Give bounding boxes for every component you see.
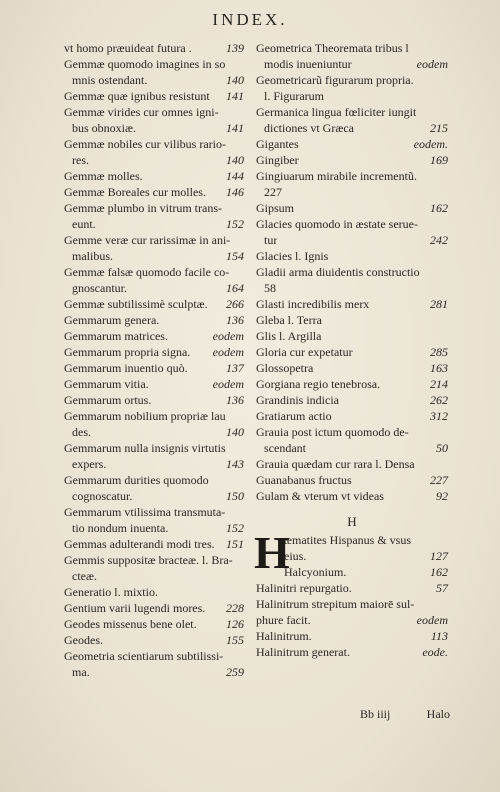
index-entry-line [64,216,244,232]
page-reference: 137 [226,361,244,375]
page-reference: 139 [226,41,244,55]
page-reference: 164 [226,281,244,295]
index-entry-line [64,360,244,376]
entry-text: modis inueniuntur [264,57,352,71]
index-entry-line [256,424,448,440]
index-entry-line [64,200,244,216]
page-reference: 281 [430,297,448,311]
page-reference: 140 [226,73,244,87]
index-entry-line [256,136,448,152]
entry-text: 227 [264,185,282,199]
entry-text: Gemmarum nulla insignis virtutis [64,441,226,455]
catchword: Halo [426,707,450,721]
entry-text: tio nondum inuenta. [72,521,169,535]
index-entry-line [256,596,448,612]
index-entry-line [64,40,244,56]
index-entry-line [64,376,244,392]
index-entry-line [256,328,448,344]
page-reference: 136 [226,313,244,327]
entry-text: des. [72,425,91,439]
index-entry-line [256,344,448,360]
page-reference: 162 [430,565,448,579]
entry-text: Gemmis suppositæ bracteæ. l. Bra- [64,553,233,567]
index-entry-line [256,56,448,72]
entry-text: Glacies l. Ignis [256,249,329,263]
page-reference: 113 [430,629,448,643]
page-reference: 214 [430,377,448,391]
index-entry-line [64,536,244,552]
index-entry-line [64,568,244,584]
page-reference: 141 [226,121,244,135]
page-reference: 227 [430,473,448,487]
index-entry-line [64,184,244,200]
page-reference: 262 [430,393,448,407]
page-reference: 228 [226,601,244,615]
entry-text: Geometricarũ figurarum propria. [256,73,414,87]
entry-text: gnoscantur. [72,281,127,295]
index-entry-line [256,232,448,248]
page-reference: 154 [226,249,244,263]
page-reference: 285 [430,345,448,359]
entry-text: Gemmæ subtilissimè sculptæ. [64,297,208,311]
index-entry-line [64,408,244,424]
index-entry-line [256,612,448,628]
entry-text: Gemmarum durities quomodo [64,473,209,487]
entry-text: Gemmæ Boreales cur molles. [64,185,206,199]
signature-mark: Bb iiij [360,707,391,721]
index-entry-line [64,248,244,264]
entry-text: Gemmarum inuentio quò. [64,361,188,375]
page-reference: eodem [416,57,448,71]
entry-text: Gemmæ falsæ quomodo facile co- [64,265,230,279]
index-entry-line [64,648,244,664]
entry-text: Glasti incredibilis merx [256,297,370,311]
page-reference: 259 [226,665,244,679]
entry-text: Halinitrum strepitum maiorē sul- [256,597,415,611]
index-entry-line [256,408,448,424]
entry-text: Gigantes [256,137,299,151]
index-entry-line [256,88,448,104]
index-entry-line [64,280,244,296]
index-entry-line [64,392,244,408]
index-entry-line [64,520,244,536]
index-entry-line [256,392,448,408]
page-reference: 144 [226,169,244,183]
entry-text: Geodes. [64,633,103,647]
index-entry-line [64,168,244,184]
entry-text: Gemmas adulterandi modi tres. [64,537,215,551]
entry-text: Gingiber [256,153,299,167]
entry-text: cteæ. [72,569,97,583]
entry-text: Gleba l. Terra [256,313,322,327]
page-reference: 163 [430,361,448,375]
page-reference: 162 [430,201,448,215]
index-entry-line [256,360,448,376]
entry-text: expers. [72,457,107,471]
entry-text: Gemmarum vitia. [64,377,149,391]
index-entry-line [256,184,448,200]
index-entry-line [256,644,448,660]
index-entry-line [64,632,244,648]
index-entry-line [256,200,448,216]
index-entry-line [256,488,448,504]
entry-text: Halcyonium. [284,565,347,579]
entry-text: Gentium varii lugendi mores. [64,601,206,615]
page-reference: 136 [226,393,244,407]
left-column [64,40,244,680]
entry-text: Gemmæ virides cur omnes igni- [64,105,219,119]
index-entry-line [64,440,244,456]
entry-text: Gemmarum genera. [64,313,160,327]
entry-text: vt homo præuideat futura . [64,41,192,55]
page-reference: 169 [430,153,448,167]
page-reference: 92 [436,489,448,503]
entry-text: Halinitrum generat. [256,645,350,659]
index-entry-line [256,312,448,328]
entry-text: Generatio l. mixtio. [64,585,158,599]
entry-text: Gemmæ quæ ignibus resistunt [64,89,210,103]
page-reference: 140 [226,425,244,439]
entry-text: Gratiarum actio [256,409,332,423]
page-reference: 312 [430,409,448,423]
index-entry-line [64,488,244,504]
entry-text: Gulam & vterum vt videas [256,489,384,503]
index-entry-line [64,424,244,440]
index-entry-line [64,104,244,120]
index-entry-line [64,312,244,328]
page-reference: 141 [226,89,244,103]
entry-text: Guanabanus fructus [256,473,352,487]
page-reference: 50 [436,441,448,455]
page-reference: 146 [226,185,244,199]
entry-text: mnis ostendant. [72,73,148,87]
page-reference: 266 [226,297,244,311]
entry-text: Geometrica Theoremata tribus l [256,41,409,55]
entry-text: Germanica lingua fœliciter iungit [256,105,417,119]
entry-text: phure facit. [256,613,311,627]
index-entry-line [64,584,244,600]
entry-text: eius. [284,549,307,563]
page-reference: 57 [436,581,448,595]
entry-text: 58 [264,281,276,295]
entry-text: Glossopetra [256,361,314,375]
entry-text: Gemmæ molles. [64,169,143,183]
index-entry-line [64,664,244,680]
index-entry-line [256,168,448,184]
page-reference: eode. [422,645,448,659]
entry-text: eunt. [72,217,96,231]
index-entry-line [64,72,244,88]
page-reference: 126 [226,617,244,631]
entry-text: Gemmarum nobilium propriæ lau [64,409,226,423]
page-reference: 127 [430,549,448,563]
entry-text: Gemmæ plumbo in vitrum trans- [64,201,222,215]
page-reference: 152 [226,521,244,535]
page-reference: 155 [226,633,244,647]
entry-text: Gemme veræ cur rarissimæ in ani- [64,233,231,247]
entry-text: Geometria scientiarum subtilissi- [64,649,224,663]
entry-text: bus obnoxiæ. [72,121,137,135]
index-entry-line [64,152,244,168]
index-entry-line [256,248,448,264]
entry-text: res. [72,153,89,167]
page-header: INDEX. [212,10,288,29]
index-entry-line [64,56,244,72]
right-column [256,40,448,660]
entry-text: Gladii arma diuidentis constructio [256,265,420,279]
page-reference: eodem. [413,137,448,151]
page-reference: eodem [212,377,244,391]
entry-text: Gorgiana regio tenebrosa. [256,377,381,391]
index-entry-line [256,120,448,136]
entry-text: Geodes missenus bene olet. [64,617,197,631]
entry-text: dictiones vt Græca [264,121,354,135]
entry-text: Gipsum [256,201,295,215]
index-entry-line [256,440,448,456]
index-entry-line [64,120,244,136]
entry-text: Gloria cur expetatur [256,345,353,359]
index-entry-line [64,264,244,280]
page-reference: eodem [212,329,244,343]
page-reference: 151 [226,537,244,551]
index-entry-line [256,40,448,56]
index-entry-line [64,504,244,520]
page-reference: 215 [430,121,448,135]
entry-text: Grauia quædam cur rara l. Densa [256,457,415,471]
index-entry-line [256,376,448,392]
index-entry-line [256,580,448,596]
entry-text: æmatites Hispanus & vsus [284,533,412,547]
section-h-entries [254,527,448,660]
index-entry-line [256,104,448,120]
entry-text: Gemmarum ortus. [64,393,152,407]
entry-text: Gingiuarum mirabile incrementũ. [256,169,417,183]
index-entry-line [256,472,448,488]
index-entry-line [256,152,448,168]
index-entry-line [64,232,244,248]
page-reference: 140 [226,153,244,167]
index-entry-line [64,456,244,472]
page-reference: eodem [416,613,448,627]
index-entry-line [64,552,244,568]
index-entry-line [64,296,244,312]
entry-text: Gemmarum matrices. [64,329,168,343]
index-entry-line [64,616,244,632]
entry-text: malibus. [72,249,113,263]
page-footer [360,707,450,722]
entry-text: Gemmarum propria signa. [64,345,191,359]
entry-text: Gemmarum vtilissima transmuta- [64,505,226,519]
entry-text: Gemmæ quomodo imagines in so [64,57,226,71]
entry-text: ma. [72,665,90,679]
page-reference: 242 [430,233,448,247]
entry-text: Grauia post ictum quomodo de- [256,425,409,439]
entry-text: cognoscatur. [72,489,133,503]
index-entry-line [256,456,448,472]
page-reference: 152 [226,217,244,231]
index-entry-line [256,296,448,312]
index-entry-line [64,472,244,488]
entry-text: Halinitrum. [256,629,312,643]
drop-cap-h: H [254,527,290,578]
index-entry-line [64,136,244,152]
index-entry-line [64,344,244,360]
entry-text: Gemmæ nobiles cur vilibus rario- [64,137,226,151]
index-entry-line [64,88,244,104]
entry-text: l. Figurarum [264,89,324,103]
section-letter-h: H [347,514,357,529]
entry-text: Halinitri repurgatio. [256,581,352,595]
index-entry-line [256,628,448,644]
index-entry-line [256,216,448,232]
index-entry-line [64,328,244,344]
page-reference: 150 [226,489,244,503]
entry-text: Grandinis indicia [256,393,339,407]
index-entry-line [64,600,244,616]
index-entry-line [256,264,448,280]
entry-text: Glis l. Argilla [256,329,322,343]
index-entry-line [256,280,448,296]
page-reference: eodem [212,345,244,359]
entry-text: scendant [264,441,306,455]
index-entry-line [256,72,448,88]
entry-text: Glacies quomodo in æstate serue- [256,217,418,231]
page-reference: 143 [226,457,244,471]
entry-text: tur [264,233,278,247]
